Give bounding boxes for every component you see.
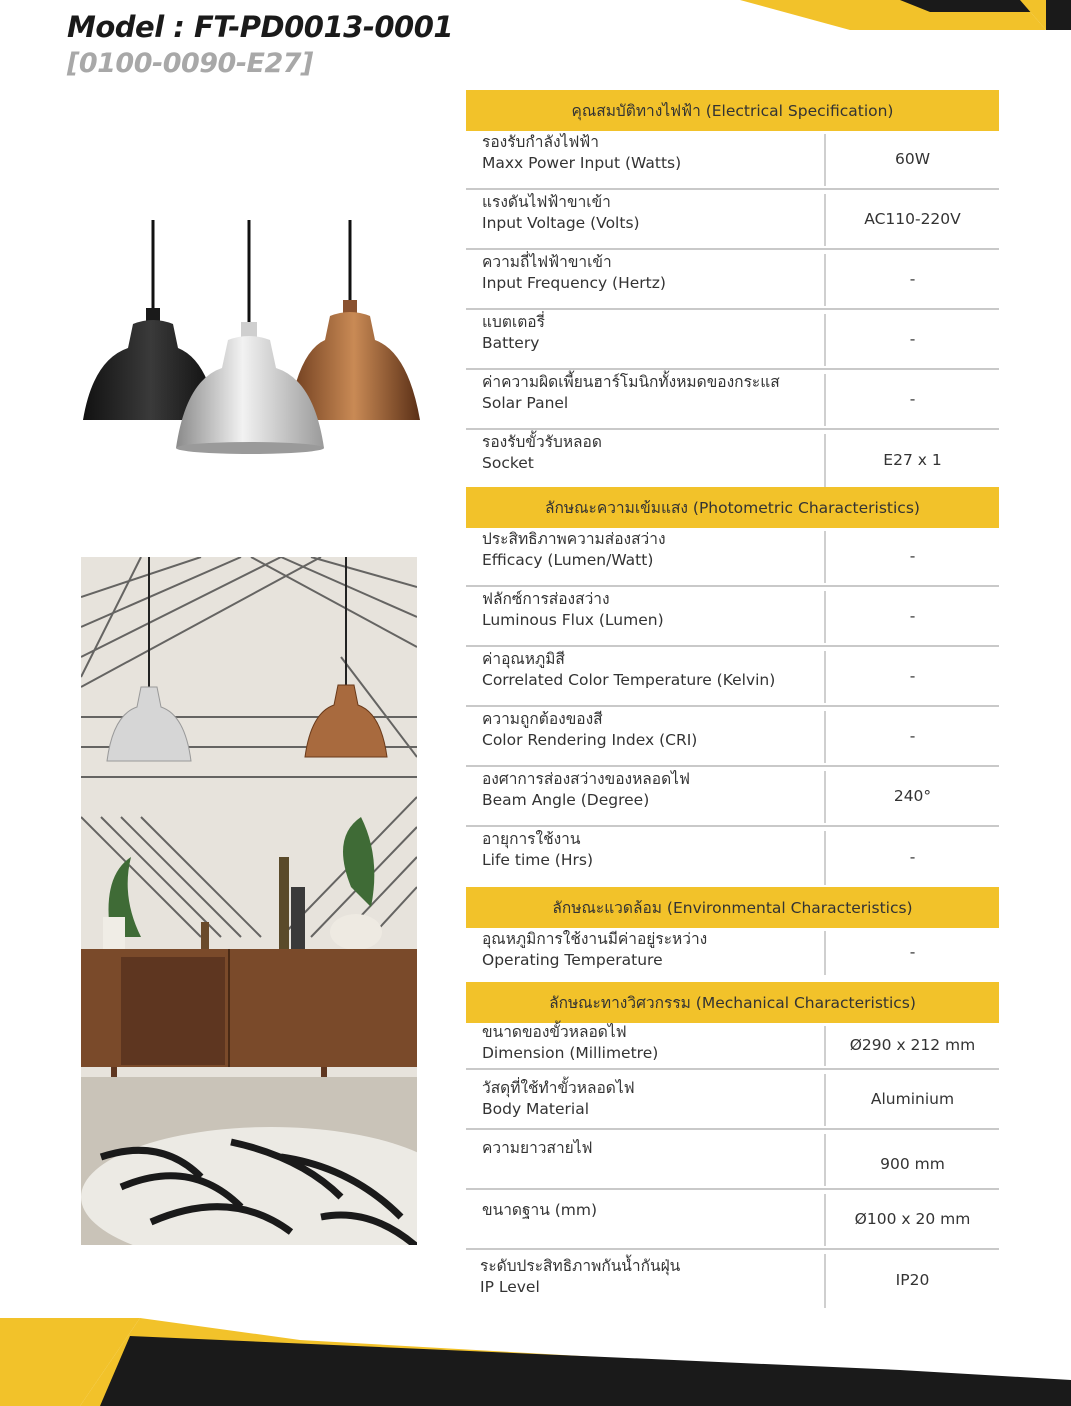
spec-label-thai: ความถี่ไฟฟ้าขาเข้า — [482, 253, 612, 271]
spec-row-life-time — [466, 827, 999, 887]
spec-label-thai: ระดับประสิทธิภาพกันน้ำกันฝุ่น — [480, 1257, 681, 1275]
spec-row-solar-panel — [466, 370, 999, 430]
spec-value: Ø100 x 20 mm — [854, 1210, 971, 1228]
spec-label-thai: ประสิทธิภาพความส่องสว่าง — [482, 530, 666, 548]
spec-label-english: Correlated Color Temperature (Kelvin) — [482, 671, 776, 689]
spec-value: IP20 — [895, 1271, 930, 1289]
spec-row-color-temperature — [466, 647, 999, 707]
spec-label-english: Color Rendering Index (CRI) — [482, 731, 698, 749]
spec-label-thai: ขนาดของขั้วหลอดไฟ — [482, 1023, 627, 1041]
section-header-electrical: คุณสมบัติทางไฟฟ้า (Electrical Specification) — [466, 90, 999, 131]
spec-row-dimension — [466, 1022, 999, 1070]
spec-value: - — [909, 848, 916, 866]
interior-photo — [81, 557, 417, 1245]
spec-row-battery — [466, 310, 999, 370]
spec-label-thai: รองรับขั้วรับหลอด — [482, 433, 602, 451]
spec-row-base-size — [466, 1190, 999, 1250]
spec-label-english: Beam Angle (Degree) — [482, 791, 650, 809]
spec-row-efficacy — [466, 527, 999, 587]
spec-value: 900 mm — [880, 1155, 945, 1173]
spec-label-thai: ค่าความผิดเพี้ยนฮาร์โมนิกทั้งหมดของกระแส — [482, 373, 780, 391]
spec-label-thai: ความยาวสายไฟ — [482, 1139, 593, 1157]
spec-value: - — [909, 667, 916, 685]
spec-value: - — [909, 330, 916, 348]
spec-value: Ø290 x 212 mm — [849, 1036, 976, 1054]
spec-value: - — [909, 270, 916, 288]
spec-value: 60W — [894, 150, 931, 168]
interior-illustration — [81, 557, 417, 1245]
spec-row-body-material — [466, 1070, 999, 1130]
spec-label-thai: ฟลักซ์การส่องสว่าง — [482, 590, 610, 608]
spec-value: 240° — [893, 787, 932, 805]
spec-row-frequency — [466, 250, 999, 310]
spec-row-voltage — [466, 190, 999, 250]
spec-label-thai: วัสดุที่ใช้ทำขั้วหลอดไฟ — [482, 1079, 635, 1097]
section-header-mechanical: ลักษณะทางวิศวกรรม (Mechanical Characteristics) — [466, 982, 999, 1023]
spec-label-english: Input Voltage (Volts) — [482, 214, 640, 232]
spec-label-english: Luminous Flux (Lumen) — [482, 611, 664, 629]
spec-label-thai: แบตเตอรี่ — [482, 313, 545, 331]
spec-label-english: Socket — [482, 454, 534, 472]
spec-label-english: Solar Panel — [482, 394, 569, 412]
spec-label-english: Life time (Hrs) — [482, 851, 594, 869]
spec-label-thai: องศาการส่องสว่างของหลอดไฟ — [482, 770, 690, 788]
spec-label-thai: แรงดันไฟฟ้าขาเข้า — [482, 193, 611, 211]
spec-value: - — [909, 390, 916, 408]
spec-row-power — [466, 130, 999, 190]
spec-label-english: Body Material — [482, 1100, 590, 1118]
spec-value: - — [909, 607, 916, 625]
spec-row-cri — [466, 707, 999, 767]
section-header-environmental: ลักษณะแวดล้อม (Environmental Characteristics) — [466, 887, 999, 928]
spec-label-english: Efficacy (Lumen/Watt) — [482, 551, 654, 569]
spec-label-english: Operating Temperature — [482, 951, 663, 969]
spec-row-operating-temperature — [466, 927, 999, 977]
spec-row-ip-level — [466, 1250, 999, 1310]
spec-label-thai: รองรับกำลังไฟฟ้า — [482, 133, 599, 151]
spec-value: Aluminium — [870, 1090, 955, 1108]
spec-label-thai: ค่าอุณหภูมิสี — [482, 650, 565, 668]
spec-label-english: Dimension (Millimetre) — [482, 1044, 659, 1062]
top-right-stripes — [600, 0, 1071, 40]
spec-label-english: IP Level — [480, 1278, 540, 1296]
spec-label-thai: อายุการใช้งาน — [482, 830, 581, 848]
section-header-photometric: ลักษณะความเข้มแสง (Photometric Characteristics) — [466, 487, 999, 528]
spec-label-thai: ความถูกต้องของสี — [482, 710, 603, 728]
spec-value: E27 x 1 — [883, 451, 942, 469]
spec-value: - — [909, 943, 916, 961]
bottom-stripes — [0, 1310, 1071, 1406]
spec-row-beam-angle — [466, 767, 999, 827]
spec-label-thai: อุณหภูมิการใช้งานมีค่าอยู่ระหว่าง — [482, 930, 708, 948]
spec-row-cable-length — [466, 1130, 999, 1190]
spec-label-thai: ขนาดฐาน (mm) — [482, 1201, 598, 1219]
model-title: Model : FT-PD0013-0001 — [67, 10, 454, 44]
spec-label-english: Input Frequency (Hertz) — [482, 274, 666, 292]
spec-value: - — [909, 547, 916, 565]
spec-row-luminous-flux — [466, 587, 999, 647]
spec-value: - — [909, 727, 916, 745]
spec-row-socket — [466, 430, 999, 490]
product-lamps-image — [78, 220, 428, 460]
spec-label-english: Battery — [482, 334, 540, 352]
spec-value: AC110-220V — [864, 210, 961, 228]
spec-label-english: Maxx Power Input (Watts) — [482, 154, 682, 172]
product-code: [0100-0090-E27] — [67, 48, 313, 79]
